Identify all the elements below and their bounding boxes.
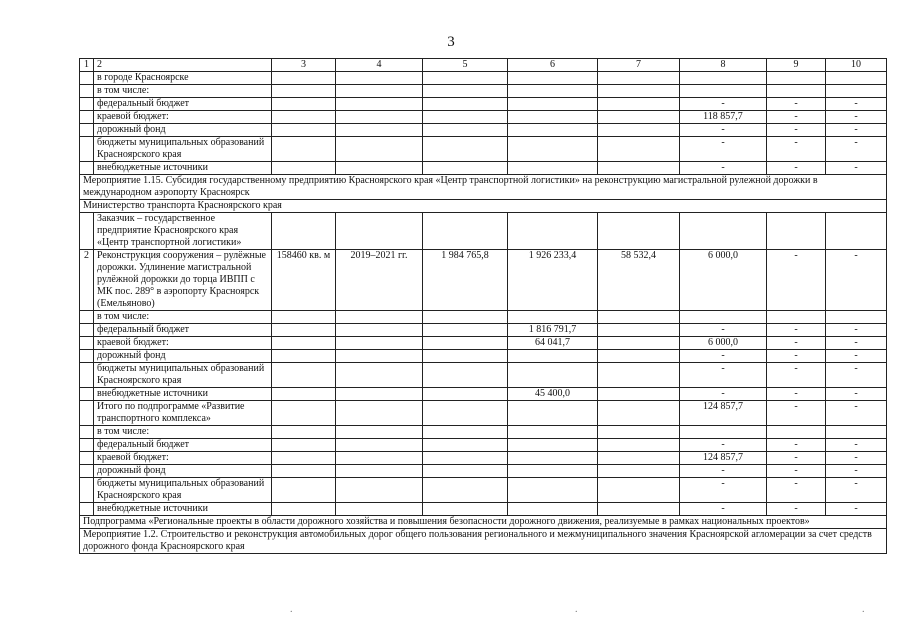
table-cell: [423, 478, 508, 503]
table-cell: -: [767, 452, 826, 465]
table-cell: [767, 426, 826, 439]
table-cell: [336, 85, 423, 98]
table-row: [80, 337, 887, 350]
table-cell: -: [767, 350, 826, 363]
row-label: Реконструкция сооружения – рулёжные дорожки. Удлинение магистральной рулёжной дорожки до торца ИВПП с МК пос. 289° в аэропорту Красноярск (Емельяново): [94, 250, 272, 311]
table-cell: -: [826, 465, 887, 478]
table-cell: [336, 337, 423, 350]
table-row: [80, 124, 887, 137]
table-cell: -: [826, 324, 887, 337]
table-cell: [423, 311, 508, 324]
table-cell: [336, 465, 423, 478]
row-label: в том числе:: [94, 426, 272, 439]
table-row: [80, 98, 887, 111]
header-cell: 2: [94, 59, 272, 72]
table-cell: [508, 311, 598, 324]
table-cell: [272, 388, 336, 401]
table-cell: [508, 85, 598, 98]
table-cell: [826, 85, 887, 98]
table-cell: [598, 439, 680, 452]
table-cell: [598, 111, 680, 124]
table-cell: [336, 111, 423, 124]
table-cell: [272, 213, 336, 250]
table-cell: [826, 213, 887, 250]
table-cell: [272, 137, 336, 162]
table-cell: [423, 350, 508, 363]
table-cell: -: [826, 503, 887, 516]
table-cell: -: [826, 452, 887, 465]
table-cell: [272, 401, 336, 426]
table-cell: [80, 439, 94, 452]
table-cell: [508, 503, 598, 516]
table-cell: [80, 350, 94, 363]
table-cell: [598, 337, 680, 350]
table-cell: [272, 85, 336, 98]
table-cell: -: [826, 250, 887, 311]
section-row: [80, 200, 887, 213]
table-cell: [272, 162, 336, 175]
table-cell: [80, 111, 94, 124]
table-cell: [80, 388, 94, 401]
table-cell: -: [767, 503, 826, 516]
table-cell: [272, 439, 336, 452]
table-cell: [598, 85, 680, 98]
table-cell: [80, 452, 94, 465]
table-cell: [680, 426, 767, 439]
table-cell: [598, 350, 680, 363]
row-label: федеральный бюджет: [94, 98, 272, 111]
table-cell: [336, 162, 423, 175]
table-cell: [423, 426, 508, 439]
table-cell: 64 041,7: [508, 337, 598, 350]
table-row: [80, 72, 887, 85]
table-cell: [80, 124, 94, 137]
table-cell: [508, 111, 598, 124]
table-cell: [272, 363, 336, 388]
table-cell: -: [767, 337, 826, 350]
table-cell: [598, 98, 680, 111]
table-cell: [508, 426, 598, 439]
header-cell: 3: [272, 59, 336, 72]
row-label: в том числе:: [94, 311, 272, 324]
table-cell: [423, 98, 508, 111]
table-cell: [680, 311, 767, 324]
table-cell: [336, 137, 423, 162]
table-cell: [336, 311, 423, 324]
table-cell: 124 857,7: [680, 452, 767, 465]
table-cell: [80, 85, 94, 98]
row-label: федеральный бюджет: [94, 439, 272, 452]
table-cell: -: [826, 401, 887, 426]
table-cell: [80, 503, 94, 516]
table-cell: -: [826, 363, 887, 388]
table-cell: [336, 452, 423, 465]
budget-table: [79, 58, 887, 554]
row-label: внебюджетные источники: [94, 503, 272, 516]
table-cell: [272, 503, 336, 516]
table-cell: [598, 503, 680, 516]
table-cell: [423, 439, 508, 452]
table-cell: [508, 72, 598, 85]
table-cell: 6 000,0: [680, 337, 767, 350]
table-cell: [336, 324, 423, 337]
row-label: краевой бюджет:: [94, 111, 272, 124]
table-cell: -: [767, 401, 826, 426]
table-cell: [272, 311, 336, 324]
table-cell: [423, 213, 508, 250]
table-cell: [80, 98, 94, 111]
table-cell: [336, 350, 423, 363]
table-header-row: [80, 59, 887, 72]
header-cell: 9: [767, 59, 826, 72]
table-cell: -: [680, 350, 767, 363]
table-cell: -: [767, 478, 826, 503]
table-cell: -: [680, 439, 767, 452]
table-cell: -: [767, 324, 826, 337]
table-cell: [336, 388, 423, 401]
table-cell: -: [767, 465, 826, 478]
table-cell: [80, 337, 94, 350]
table-row: [80, 478, 887, 503]
header-cell: 10: [826, 59, 887, 72]
table-cell: [423, 388, 508, 401]
section-row: [80, 529, 887, 554]
table-cell: [80, 213, 94, 250]
table-cell: 1 984 765,8: [423, 250, 508, 311]
table-cell: [80, 426, 94, 439]
table-cell: 45 400,0: [508, 388, 598, 401]
table-row: [80, 137, 887, 162]
table-cell: [423, 503, 508, 516]
table-cell: [598, 363, 680, 388]
table-cell: [508, 478, 598, 503]
table-cell: [598, 137, 680, 162]
table-cell: [80, 401, 94, 426]
table-cell: [336, 98, 423, 111]
table-cell: -: [826, 162, 887, 175]
table-cell: [272, 452, 336, 465]
row-label: краевой бюджет:: [94, 337, 272, 350]
table-cell: [508, 465, 598, 478]
table-cell: 158460 кв. м: [272, 250, 336, 311]
table-cell: [680, 213, 767, 250]
table-cell: -: [680, 162, 767, 175]
table-cell: [80, 324, 94, 337]
table-cell: 2: [80, 250, 94, 311]
table-row: [80, 324, 887, 337]
footer-mark: .: [862, 604, 865, 615]
table-cell: [598, 465, 680, 478]
table-cell: [336, 478, 423, 503]
row-label: краевой бюджет:: [94, 452, 272, 465]
table-cell: 1 816 791,7: [508, 324, 598, 337]
table-cell: [423, 72, 508, 85]
table-cell: [598, 401, 680, 426]
table-cell: [336, 124, 423, 137]
row-label: бюджеты муниципальных образований Красноярского края: [94, 363, 272, 388]
table-row: [80, 213, 887, 250]
table-cell: [336, 363, 423, 388]
table-cell: [508, 162, 598, 175]
table-cell: -: [826, 98, 887, 111]
table-cell: [423, 401, 508, 426]
table-cell: [508, 98, 598, 111]
table-row: [80, 452, 887, 465]
table-cell: -: [826, 478, 887, 503]
header-cell: 7: [598, 59, 680, 72]
table-cell: 58 532,4: [598, 250, 680, 311]
row-label: дорожный фонд: [94, 124, 272, 137]
table-cell: -: [680, 124, 767, 137]
table-row: [80, 162, 887, 175]
table-cell: [272, 350, 336, 363]
table-cell: [80, 72, 94, 85]
table-cell: [272, 98, 336, 111]
table-cell: [826, 426, 887, 439]
table-cell: [767, 72, 826, 85]
table-cell: -: [826, 388, 887, 401]
table-row: [80, 363, 887, 388]
table-cell: [272, 337, 336, 350]
table-cell: [272, 111, 336, 124]
header-cell: 8: [680, 59, 767, 72]
table-cell: -: [767, 388, 826, 401]
table-cell: -: [680, 363, 767, 388]
row-label: Итого по подпрограмме «Развитие транспортного комплекса»: [94, 401, 272, 426]
table-cell: [680, 72, 767, 85]
table-cell: -: [767, 363, 826, 388]
row-label: бюджеты муниципальных образований Красноярского края: [94, 137, 272, 162]
table-cell: -: [767, 137, 826, 162]
row-label: Заказчик – государственное предприятие Красноярского края «Центр транспортной логистики»: [94, 213, 272, 250]
table-cell: [767, 311, 826, 324]
table-cell: [272, 465, 336, 478]
table-cell: [508, 350, 598, 363]
row-label: внебюджетные источники: [94, 388, 272, 401]
table-cell: [423, 465, 508, 478]
table-cell: -: [680, 465, 767, 478]
section-title: Министерство транспорта Красноярского края: [80, 200, 887, 213]
footer-mark: .: [575, 604, 578, 615]
row-label: в городе Красноярске: [94, 72, 272, 85]
table-cell: [336, 503, 423, 516]
header-cell: 4: [336, 59, 423, 72]
table-cell: [336, 213, 423, 250]
table-cell: [423, 452, 508, 465]
table-cell: [508, 452, 598, 465]
header-cell: 1: [80, 59, 94, 72]
table-cell: -: [680, 98, 767, 111]
table-cell: [598, 452, 680, 465]
table-cell: [80, 162, 94, 175]
section-title: Мероприятие 1.15. Субсидия государственному предприятию Красноярского края «Центр транспортной логистики» на реконструкцию магистральной рулежной дорожки в международном аэропорту Красноярск: [80, 175, 887, 200]
table-row: [80, 503, 887, 516]
row-label: бюджеты муниципальных образований Красноярского края: [94, 478, 272, 503]
table-cell: [423, 162, 508, 175]
table-cell: [423, 85, 508, 98]
table-row: [80, 401, 887, 426]
table-cell: [272, 124, 336, 137]
footer-mark: .: [290, 604, 293, 615]
table-row: [80, 111, 887, 124]
table-cell: [826, 72, 887, 85]
table-cell: [598, 72, 680, 85]
table-cell: 1 926 233,4: [508, 250, 598, 311]
table-cell: [423, 324, 508, 337]
table-cell: [336, 426, 423, 439]
table-cell: [508, 363, 598, 388]
table-cell: [423, 337, 508, 350]
table-cell: [336, 72, 423, 85]
table-cell: -: [767, 98, 826, 111]
table-cell: [508, 439, 598, 452]
table-cell: [80, 478, 94, 503]
table-cell: [767, 85, 826, 98]
table-cell: [767, 213, 826, 250]
table-cell: -: [767, 162, 826, 175]
table-cell: -: [767, 439, 826, 452]
table-cell: 118 857,7: [680, 111, 767, 124]
table-cell: 124 857,7: [680, 401, 767, 426]
table-cell: [80, 465, 94, 478]
table-cell: [272, 72, 336, 85]
table-cell: [423, 137, 508, 162]
table-cell: [80, 363, 94, 388]
table-cell: [598, 426, 680, 439]
row-label: дорожный фонд: [94, 465, 272, 478]
table-cell: 6 000,0: [680, 250, 767, 311]
table-cell: [80, 137, 94, 162]
section-row: [80, 516, 887, 529]
row-label: дорожный фонд: [94, 350, 272, 363]
table-cell: [508, 213, 598, 250]
table-cell: -: [680, 324, 767, 337]
table-cell: [598, 162, 680, 175]
table-row: [80, 250, 887, 311]
header-cell: 6: [508, 59, 598, 72]
table-row: [80, 311, 887, 324]
table-cell: [598, 311, 680, 324]
table-row: [80, 426, 887, 439]
table-row: [80, 465, 887, 478]
table-cell: 2019–2021 гг.: [336, 250, 423, 311]
table-cell: [598, 478, 680, 503]
table-cell: -: [826, 337, 887, 350]
table-cell: [272, 426, 336, 439]
table-cell: -: [826, 111, 887, 124]
table-row: [80, 439, 887, 452]
table-cell: [508, 137, 598, 162]
section-row: [80, 175, 887, 200]
table-cell: -: [826, 124, 887, 137]
table-cell: -: [826, 439, 887, 452]
table-cell: [336, 401, 423, 426]
table-cell: [272, 324, 336, 337]
table-cell: [423, 111, 508, 124]
table-cell: -: [826, 137, 887, 162]
table-cell: [826, 311, 887, 324]
section-title: Подпрограмма «Региональные проекты в области дорожного хозяйства и повышения безопасности дорожного движения, реализуемые в рамках национальных проектов»: [80, 516, 887, 529]
table-cell: [598, 324, 680, 337]
table-cell: -: [680, 503, 767, 516]
table-cell: -: [767, 111, 826, 124]
header-cell: 5: [423, 59, 508, 72]
row-label: внебюджетные источники: [94, 162, 272, 175]
table-row: [80, 85, 887, 98]
row-label: федеральный бюджет: [94, 324, 272, 337]
table-cell: [272, 478, 336, 503]
table-cell: [508, 124, 598, 137]
page-number: 3: [447, 34, 455, 50]
table-cell: -: [826, 350, 887, 363]
table-cell: [598, 124, 680, 137]
table-cell: [423, 363, 508, 388]
table-cell: -: [767, 124, 826, 137]
table-cell: -: [680, 388, 767, 401]
table-cell: [598, 213, 680, 250]
table-cell: [336, 439, 423, 452]
table-body: [80, 72, 887, 554]
section-title: Мероприятие 1.2. Строительство и реконструкция автомобильных дорог общего пользования регионального и межмуниципального значения Красноярской агломерации за счет средств дорожного фонда Красноярского края: [80, 529, 887, 554]
table-cell: -: [680, 137, 767, 162]
table-cell: [680, 85, 767, 98]
table-cell: [508, 401, 598, 426]
row-label: в том числе:: [94, 85, 272, 98]
table-cell: [598, 388, 680, 401]
table-row: [80, 350, 887, 363]
table-cell: [80, 311, 94, 324]
table-cell: -: [680, 478, 767, 503]
table-cell: -: [767, 250, 826, 311]
table-cell: [423, 124, 508, 137]
table-row: [80, 388, 887, 401]
